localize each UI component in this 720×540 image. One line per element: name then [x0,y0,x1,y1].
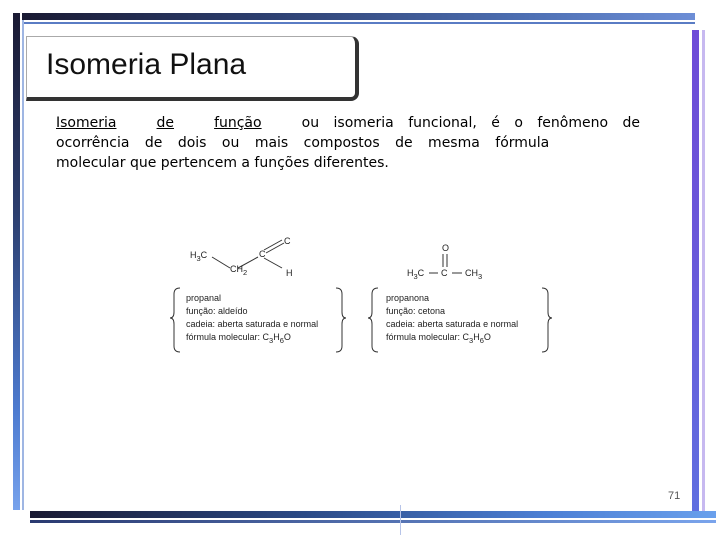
word-de: de [156,115,175,131]
frame-divider [400,505,401,535]
propanal-top-c: C [284,236,291,246]
line-1-rest: ou isomeria funcional, é o fenômeno de [301,115,640,131]
propanone-o: O [442,243,450,253]
paragraph-line-1 [56,113,640,133]
definition-paragraph [56,113,640,173]
frame-bottom-bar [30,511,716,518]
propanone-h3c: $H_3C$ [407,268,425,281]
propanal-h: H [286,268,293,278]
page-number: 71 [668,490,681,502]
paragraph-line-3: molecular que pertencem a funções diferentes. [56,155,389,171]
word-isomeria: Isomeria [56,115,117,131]
frame-left-line [22,20,24,510]
word-funcao: função [214,115,262,131]
frame-left-bar [13,13,20,510]
propanone-function: função: cetona [386,306,446,316]
propanal-chain: cadeia: aberta saturada e normal [186,319,319,329]
slide-title: Isomeria Plana [46,48,247,81]
frame-top-bar [22,13,695,20]
propanal-formula: fórmula molecular: $C_3H_6O$ [186,332,291,345]
frame-right-line [702,30,705,515]
propanone-c: C [441,268,448,278]
propanal-h3c: $H_3C$ [190,250,208,263]
frame-right-bar [692,30,699,515]
propanal-function: função: aldeído [186,306,248,316]
propanal-ch2: $CH_2$ [230,264,248,277]
frame-bottom-line [30,520,716,523]
paragraph-line-2: ocorrência de dois ou mais compostos de mesma fórmula [56,135,550,151]
propanone-formula: fórmula molecular: $C_3H_6O$ [386,332,491,345]
propanone-name: propanona [386,293,430,303]
propanal-c: C [259,249,266,259]
propanal-structure [212,240,284,268]
propanone-ch3: $CH_3$ [465,268,483,281]
propanone-info [386,292,518,347]
propanal-info [186,292,318,347]
propanal-name: propanal [186,293,222,303]
propanone-chain: cadeia: aberta saturada e normal [386,319,519,329]
frame-top-line [22,22,695,24]
